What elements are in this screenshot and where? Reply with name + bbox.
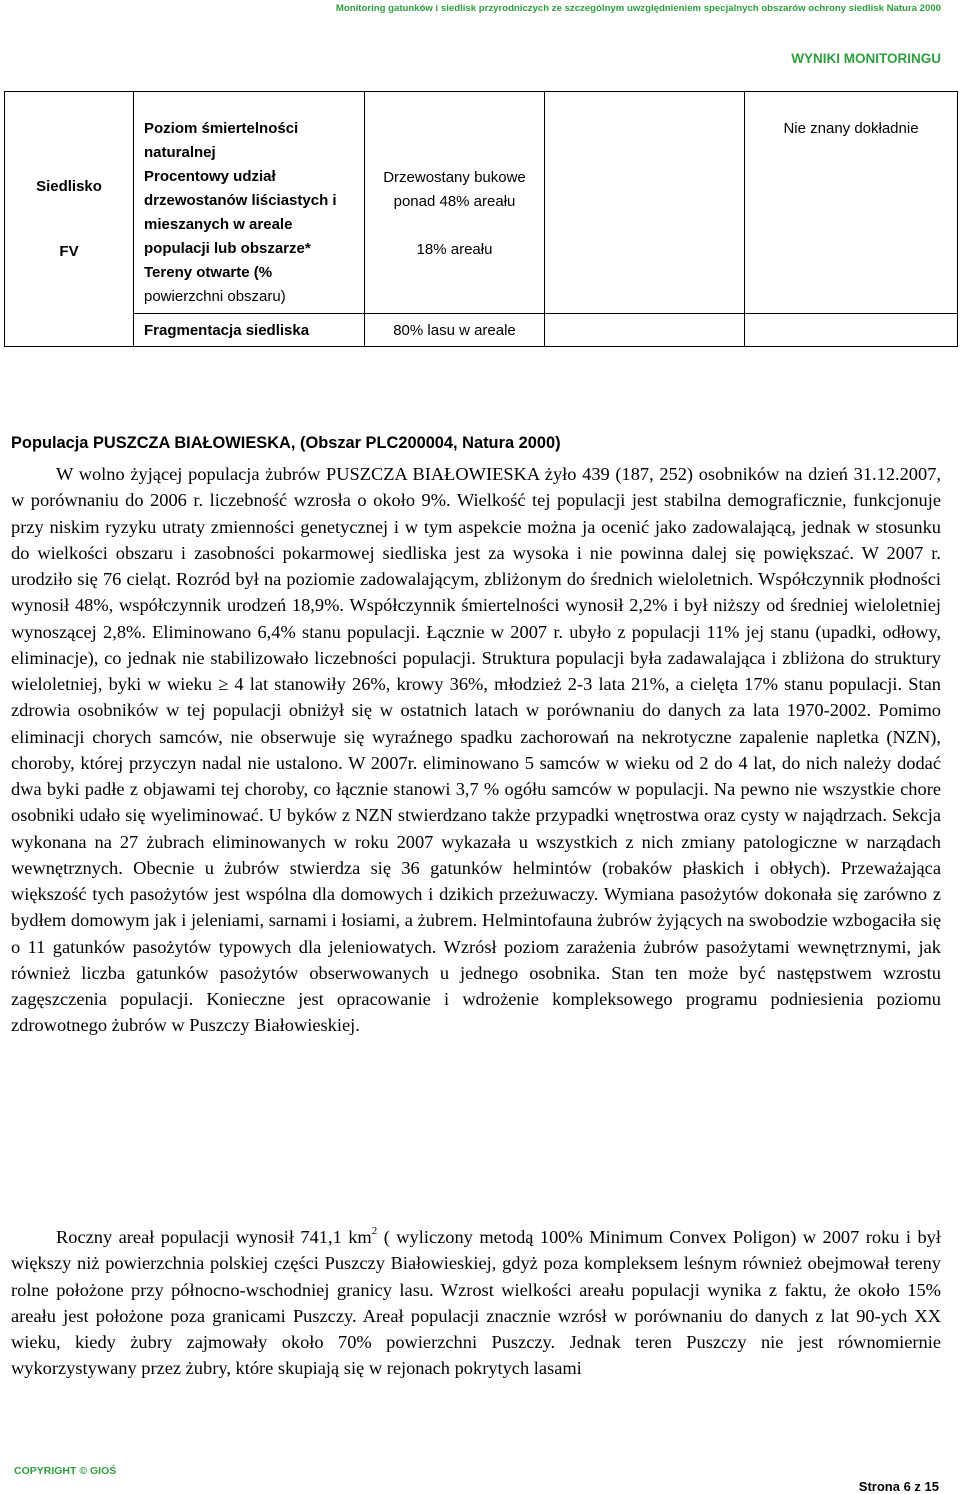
table-row: [5, 92, 958, 314]
table-row: [5, 314, 958, 347]
values-cell: [365, 92, 545, 314]
indicator-open-areas: Tereny otwarte (%: [144, 264, 273, 281]
population-paragraph-1: W wolno żyjącej populacja żubrów PUSZCZA BIAŁOWIESKA żyło 439 (187, 252) osobników na dzień 31.12.2007, w porównaniu do 2006 r. liczebność wzrosła o około 9%. Wielkość tej populacji jest stabilna demograficznie, funkcjonuje przy niskim ryzyku utraty zmienności genetycznej i w tym aspekcie można ja ocenić jako zadowalającą, jednak w stosunku do wielkości obszaru i zasobności pokarmowej siedliska jest za wysoka i nie powinna dalej się powiększać. W 2007 r. urodziło się 76 cieląt. Rozród był na poziomie zadowalającym, zbliżonym do średnich wieloletnich. Współczynnik płodności wynosił 48%, współczynnik urodzeń 18,9%. Współczynnik śmiertelności wynosił 2,2% i był niższy od średniej wieloletniej wynoszącej 2,8%. Eliminowano 6,4% stanu populacji. Łącznie w 2007 r. ubyło z populacji 11% jej stanu (upadki, odłowy, eliminacje), co jednak nie stabilizowało liczebności populacji. Struktura populacji była zadawalająca i zbliżona do struktury wieloletniej, byki w wieku ≥ 4 lat stanowiły 26%, krowy 36%, młodzież 2-3 lata 21%, a cielęta 17% stanu populacji. Stan zdrowia osobników w tej populacji obniżył się w ostatnich latach w porównaniu do danych za lata 1970-2002. Pomimo eliminacji chorych samców, nie obserwuje się wyraźnego spadku zachorowań na nekrotyczne zapalenie napletka (NZN), choroby, której przyczyn nadal nie ustalono. W 2007r. eliminowano 5 samców w wieku od 2 do 4 lat, do nich należy dodać dwa byki padłe z objawami tej choroby, co łącznie stanowi 3,7 % ogółu samców w populacji. Na pewno nie wszystkie chore osobniki udało się wyeliminować. U byków z NZN stwierdzano także przypadki wnętrostwa oraz cysty w najądrzach. Sekcja wykonana na 27 żubrach eliminowanych w roku 2007 wykazała u wszystkich z nich zmiany patologiczne w narządach wewnętrznych. Obecnie u żubrów stwierdza się 36 gatunków helmintów (robaków płaskich i obłych). Przeważająca większość tych pasożytów jest wspólna dla domowych i dzikich przeżuwaczy. Wymiana pasożytów dokonała się zarówno z bydłem domowym jak i jeleniami, sarnami i łosiami, a żubrem. Helmintofauna żubrów żyjących na swobodzie wzbogaciła się o 11 gatunków pasożytów typowych dla jeleniowatych. Wzrósł poziom zarażenia żubrów pasożytami wewnętrznymi, jak również liczba gatunków pasożytów obserwowanych u jednego osobnika. Stan ten może być następstwem wzrostu zagęszczenia populacji. Konieczne jest opracowanie i wdrożenie kompleksowego programu podniesienia poziomu zdrowotnego żubrów w Puszczy Białowieskiej.: [11, 464, 941, 1036]
footer-copyright: COPYRIGHT © GIOŚ: [14, 1465, 117, 1477]
indicators-cell: [134, 92, 365, 314]
empty-cell: [545, 92, 745, 314]
fragmentation-label: Fragmentacja siedliska: [134, 314, 365, 347]
indicator-open-areas-tail: powierzchni obszaru): [144, 288, 286, 305]
indicator-deciduous-share: Procentowy udział drzewostanów liściastych i mieszanych w areale populacji lub obszarze*: [144, 168, 337, 257]
site-label: Siedlisko: [36, 178, 102, 195]
note-text: Nie znany dokładnie: [783, 120, 919, 137]
population-paragraph-2: [11, 1224, 941, 1382]
value-open-areas: 18% areału: [416, 241, 493, 258]
empty-cell: [745, 314, 958, 347]
section-title: WYNIKI MONITORINGU: [791, 51, 941, 66]
population-title: Populacja PUSZCZA BIAŁOWIESKA, (Obszar PLC200004, Natura 2000): [11, 434, 561, 452]
note-cell: [745, 92, 958, 314]
paragraph-2-rest: ( wyliczony metodą 100% Minimum Convex Poligon) w 2007 roku i był większy niż powierzchnia polskiej części Puszczy Białowieskiej, gdyż poza kompleksem leśnym również obejmował tereny rolne położone przy północno-wschodniej granicy lasu. Wzrost wielkości areału populacji wynika z faktu, że około 15% areału jest położone poza granicami Puszczy. Areał populacji znacznie wzrósł w porównaniu do danych z lat 90-ych XX wieku, kiedy żubry zajmowały około 70% powierzchni Puszczy. Jednak teren Puszczy nie jest równomiernie wykorzystywany przez żubry, które skupiają się w rejonach pokrytych lasami: [11, 1227, 941, 1379]
fragmentation-value: 80% lasu w areale: [365, 314, 545, 347]
page-number: Strona 6 z 15: [858, 1479, 939, 1494]
paragraph-2-start: Roczny areał populacji wynosił 741,1 km: [56, 1227, 372, 1247]
indicator-mortality: Poziom śmiertelności naturalnej: [144, 120, 299, 161]
running-header: Monitoring gatunków i siedlisk przyrodniczych ze szczególnym uwzględnieniem specjalnych obszarów ochrony siedlisk Natura 2000: [335, 3, 941, 14]
value-beech-stands: Drzewostany bukowe ponad 48% areału: [383, 169, 526, 210]
site-cell: [5, 92, 134, 347]
superscript-2: 2: [371, 1225, 378, 1237]
empty-cell: [545, 314, 745, 347]
site-rating: FV: [59, 243, 79, 260]
monitoring-table: [4, 91, 958, 347]
